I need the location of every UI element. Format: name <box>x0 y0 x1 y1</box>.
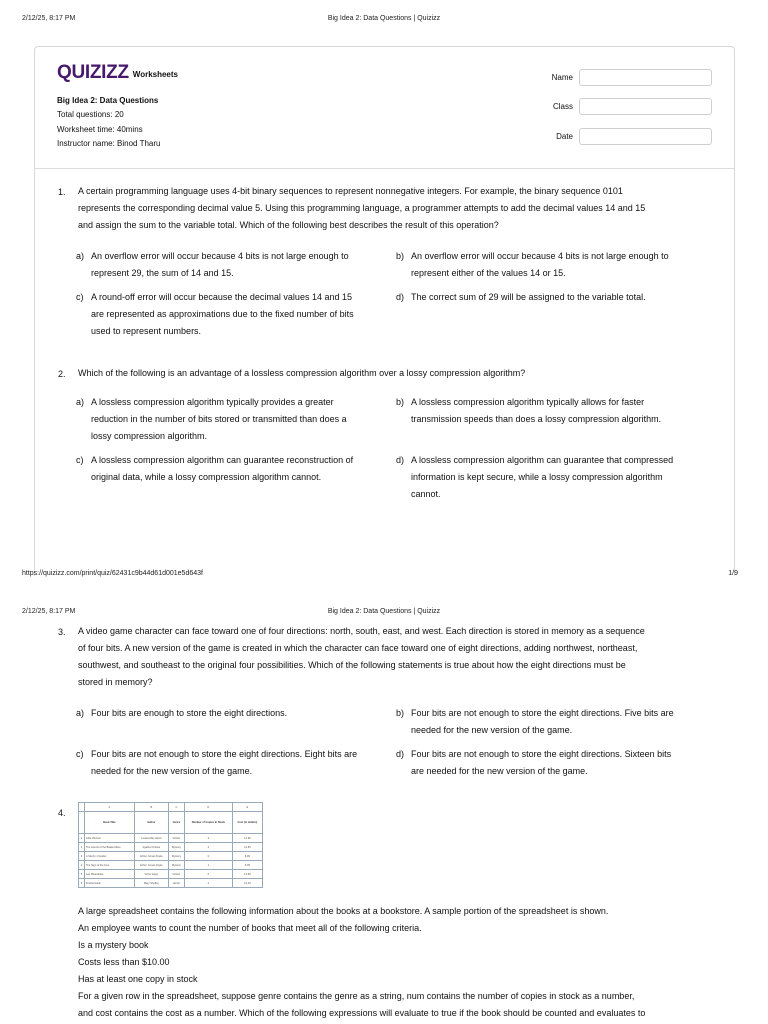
spreadsheet-header-row: Book Title Author Genre Number of Copies in Stock Cost (in dollars) <box>79 812 263 834</box>
option-a[interactable]: a) A lossless compression algorithm typically provides a greater reduction in the number of bits stored or transmitted than does a lossy compression algorithm. <box>76 397 347 441</box>
spreadsheet-image <box>78 802 263 888</box>
option-c[interactable]: c) A lossless compression algorithm can guarantee reconstruction of original data, while a lossy compression algorithm cannot. <box>76 455 354 482</box>
print-header <box>0 13 768 25</box>
print-header <box>0 606 768 618</box>
table-row: 4 The Sign of the Four Arthur Conan Doyle Mystery 1 8.95 <box>79 861 263 870</box>
print-url: https://quizizz.com/print/quiz/62431c9b44d61d001e5d643f <box>22 570 203 577</box>
name-field[interactable] <box>579 69 712 86</box>
quizizz-logo <box>57 63 178 83</box>
print-page-number: 1/9 <box>728 570 738 577</box>
option-c[interactable]: c) Four bits are not enough to store the eight directions. Eight bits are needed for the new version of the game. <box>76 749 358 776</box>
spreadsheet-column-letters: A B C D E <box>79 803 263 812</box>
worksheet-header <box>35 47 734 169</box>
table-row: 1 Little Women Louisa May Alcott Fiction 3 12.95 <box>79 834 263 843</box>
print-page-title: Big Idea 2: Data Questions | Quizizz <box>327 608 441 615</box>
option-d[interactable]: d) A lossless compression algorithm can guarantee that compressed information is kept secure, while a lossy compression algorithm cannot. <box>396 455 674 499</box>
print-timestamp: 2/12/25, 8:17 PM <box>22 608 76 615</box>
question-number: 1. <box>58 187 66 197</box>
total-questions: Total questions: 20 <box>57 110 124 119</box>
class-label: Class <box>552 102 573 111</box>
question-number: 3. <box>58 627 66 637</box>
table-row: 5 Les Miserables Victor Hugo Fiction 5 14.99 <box>79 870 263 879</box>
question-text: Which of the following is an advantage of a lossless compression algorithm over a lossy compression algorithm? <box>78 368 526 378</box>
table-row: 6 Frankenstein Mary Shelley Horror 4 10.49 <box>79 879 263 888</box>
option-a[interactable]: a) Four bits are enough to store the eight directions. <box>76 708 288 718</box>
brand-name: QUIZIZZ <box>57 62 129 83</box>
print-page-title: Big Idea 2: Data Questions | Quizizz <box>327 15 441 22</box>
table-row: 2 The Hound of the Baskervilles Agatha Christie Mystery 4 12.95 <box>79 843 263 852</box>
question-text: A certain programming language uses 4-bit binary sequences to represent nonnegative integers. For example, the binary sequence 0101 represents the corresponding decimal value 5. Using this programming language, a programmer attempts to add the decimal values 14 and 15 and assign the sum to the variable total. Which of the following best describes the result of this operation? <box>78 186 646 230</box>
option-b[interactable]: b) A lossless compression algorithm typically allows for faster transmission speeds than does a lossy compression algorithm. <box>396 397 662 424</box>
date-label: Date <box>556 132 573 141</box>
brand-tag: Worksheets <box>132 70 178 79</box>
question-number: 4. <box>58 808 66 818</box>
table-row: 3 A Study in Scarlet Arthur Conan Doyle Mystery 0 8.99 <box>79 852 263 861</box>
question-text: A large spreadsheet contains the following information about the books at a bookstore. A sample portion of the spreadsheet is shown. An employee wants to count the number of books that meet all of the following criteria. Is a mystery book Costs less than $10.00 Has at least one copy in stock For a given row in the spreadsheet, suppose genre contains the genre as a string, num contains the number of copies in stock as a number, and cost contains the cost as a number. Which of the following expressions will evaluate to true if the book should be counted and evaluates to <box>78 906 646 1018</box>
date-field[interactable] <box>579 128 712 145</box>
class-field[interactable] <box>579 98 712 115</box>
worksheet-title: Big Idea 2: Data Questions <box>57 96 159 105</box>
print-timestamp: 2/12/25, 8:17 PM <box>22 15 76 22</box>
option-b[interactable]: b) Four bits are not enough to store the eight directions. Five bits are needed for the new version of the game. <box>396 708 674 735</box>
option-c[interactable]: c) A round-off error will occur because the decimal values 14 and 15 are represented as approximations due to the fixed number of bits used to represent numbers. <box>76 292 354 336</box>
option-b[interactable]: b) An overflow error will occur because 4 bits is not large enough to represent either of the values 14 or 15. <box>396 251 669 278</box>
option-d[interactable]: d) The correct sum of 29 will be assigned to the variable total. <box>396 292 646 302</box>
instructor-name: Instructor name: Binod Tharu <box>57 139 161 148</box>
print-footer <box>0 568 768 580</box>
name-label: Name <box>551 73 573 82</box>
option-d[interactable]: d) Four bits are not enough to store the eight directions. Sixteen bits are needed for the new version of the game. <box>396 749 672 776</box>
question-text: A video game character can face toward one of four directions: north, south, east, and west. Each direction is stored in memory as a sequence of four bits. A new version of the game is created in which the character can face toward one of eight directions, adding northwest, northeast, southwest, and southeast to the original four possibilities. Which of the following statements is true about how the eight directions must be stored in memory? <box>78 626 645 687</box>
option-a[interactable]: a) An overflow error will occur because 4 bits is not large enough to represent 29, the sum of 14 and 15. <box>76 251 349 278</box>
question-number: 2. <box>58 369 66 379</box>
worksheet-time: Worksheet time: 40mins <box>57 125 143 134</box>
spreadsheet-table <box>78 802 263 888</box>
